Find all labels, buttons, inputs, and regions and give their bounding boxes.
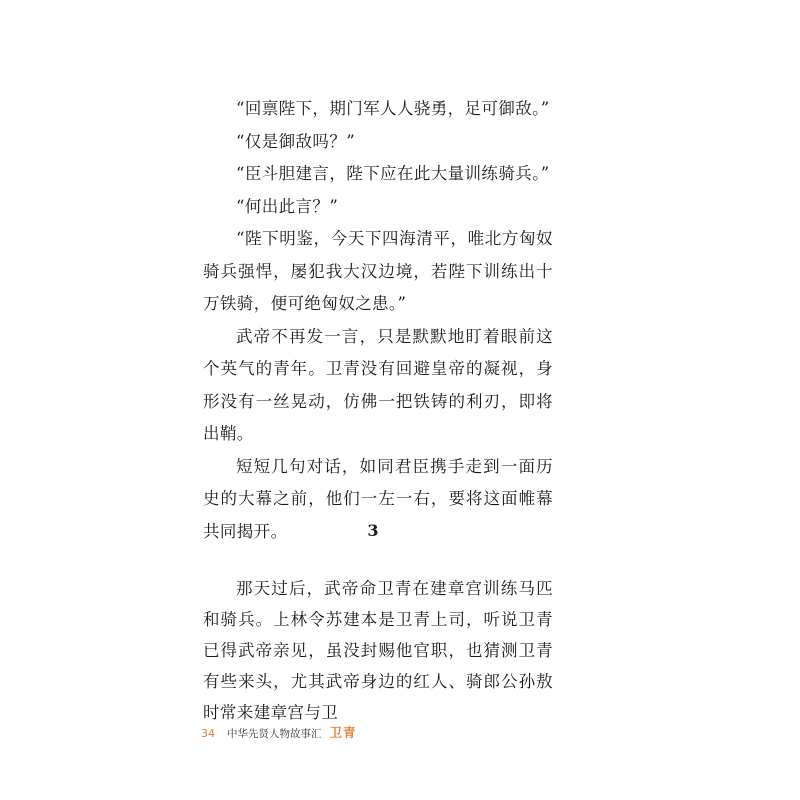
paragraph-3: “臣斗胆建言，陛下应在此大量训练骑兵。” (236, 164, 550, 183)
page-footer (201, 723, 357, 741)
section-number: 3 (367, 521, 379, 540)
page-number: 34 (201, 727, 215, 740)
paragraph-7: 短短几句对话，如同君臣携手走到一面历史的大幕之前，他们一左一右，要将这面帷幕共同揭开。 (203, 456, 553, 541)
paragraph-4: “何出此言？” (236, 196, 339, 216)
section-body (203, 573, 553, 728)
section-paragraph-1: 那天过后，武帝命卫青在建章宫训练马匹和骑兵。上林令苏建本是卫青上司，听说卫青已得武帝亲见，虽没封赐他官职，也猜测卫青有些来头，尤其武帝身边的红人、骑郎公孙敖时常来建章宫与卫 (203, 579, 553, 722)
series-title: 中华先贤人物故事汇 (227, 728, 322, 740)
paragraph-5: “陛下明鉴，今天下四海清平，唯北方匈奴骑兵强悍，屡犯我大汉边境，若陛下训练出十万铁骑，便可绝匈奴之患。” (203, 229, 553, 313)
page-body (203, 93, 553, 548)
book-title: 卫青 (329, 725, 357, 740)
paragraph-2: “仅是御敌吗？” (236, 131, 356, 151)
paragraph-6: 武帝不再发一言，只是默默地盯着眼前这个英气的青年。卫青没有回避皇帝的凝视，身形没有一丝晃动，仿佛一把铁铸的利刃，即将出鞘。 (203, 326, 553, 443)
paragraph-1: “回禀陛下，期门军人人骁勇，足可御敌。” (236, 99, 550, 118)
